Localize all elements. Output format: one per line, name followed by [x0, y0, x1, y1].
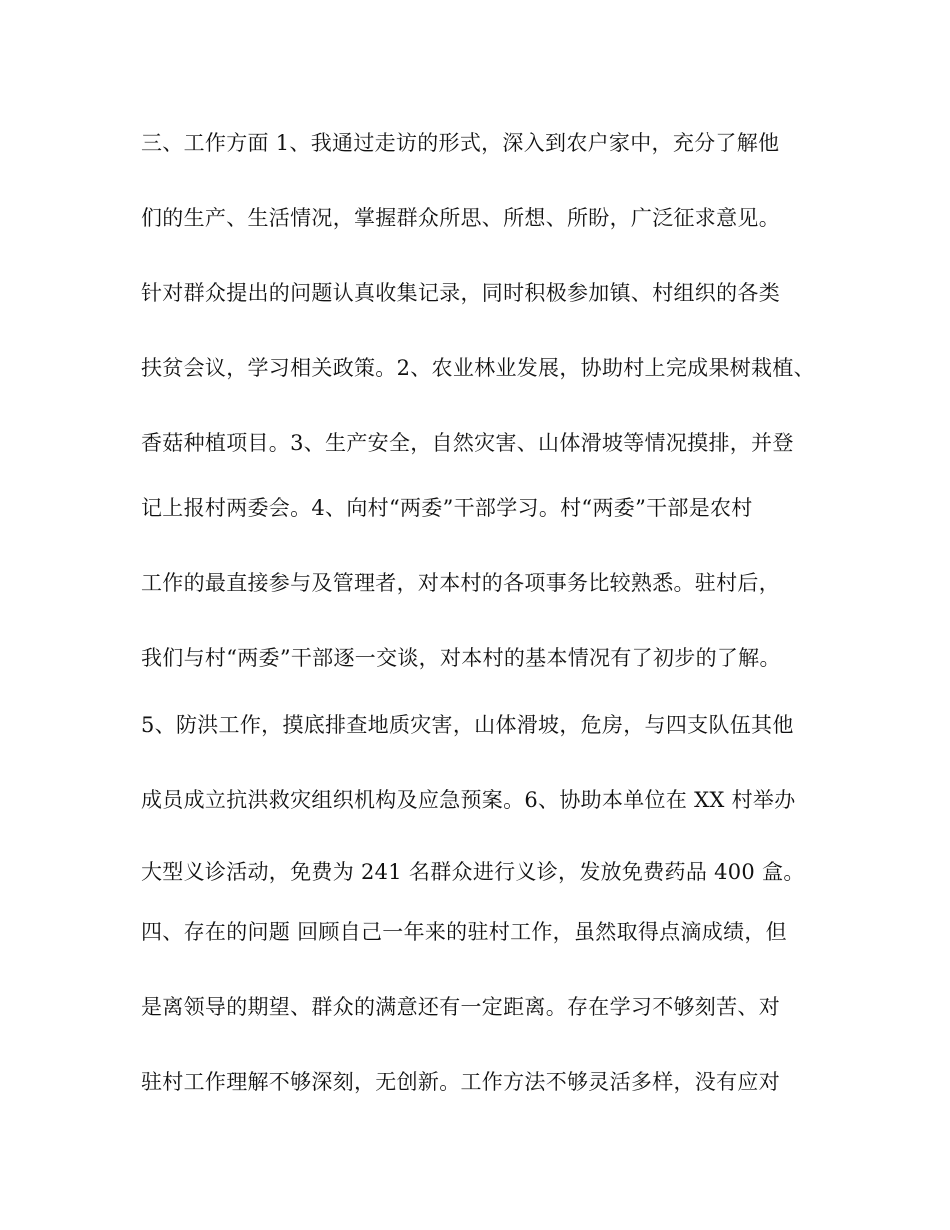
- text-line-4: 扶贫会议，学习相关政策。2、农业林业发展，协助村上完成果树栽植、: [141, 356, 815, 380]
- text-line-14: 驻村工作理解不够深刻，无创新。工作方法不够灵活多样，没有应对: [141, 1070, 780, 1094]
- text-line-11: 大型义诊活动，免费为 241 名群众进行义诊，发放免费药品 400 盒。: [141, 860, 805, 884]
- text-line-7: 工作的最直接参与及管理者，对本村的各项事务比较熟悉。驻村后，: [141, 571, 780, 595]
- text-line-8: 我们与村“两委”干部逐一交谈，对本村的基本情况有了初步的了解。: [141, 646, 781, 670]
- text-line-10: 成员成立抗洪救灾组织机构及应急预案。6、协助本单位在 XX 村举办: [141, 788, 796, 812]
- text-line-5: 香菇种植项目。3、生产安全，自然灾害、山体滑坡等情况摸排，并登: [141, 431, 794, 455]
- text-line-6: 记上报村两委会。4、向村“两委”干部学习。村“两委”干部是农村: [141, 496, 753, 520]
- text-line-3: 针对群众提出的问题认真收集记录，同时积极参加镇、村组织的各类: [141, 281, 780, 305]
- text-line-12: 四、存在的问题 回顾自己一年来的驻村工作，虽然取得点滴成绩，但: [141, 920, 787, 944]
- text-line-2: 们的生产、生活情况，掌握群众所思、所想、所盼，广泛征求意见。: [141, 206, 780, 230]
- text-line-13: 是离领导的期望、群众的满意还有一定距离。存在学习不够刻苦、对: [141, 995, 780, 1019]
- text-line-1: 三、工作方面 1、我通过走访的形式，深入到农户家中，充分了解他: [141, 131, 780, 155]
- text-line-9: 5、防洪工作，摸底排查地质灾害，山体滑坡，危房，与四支队伍其他: [141, 713, 794, 737]
